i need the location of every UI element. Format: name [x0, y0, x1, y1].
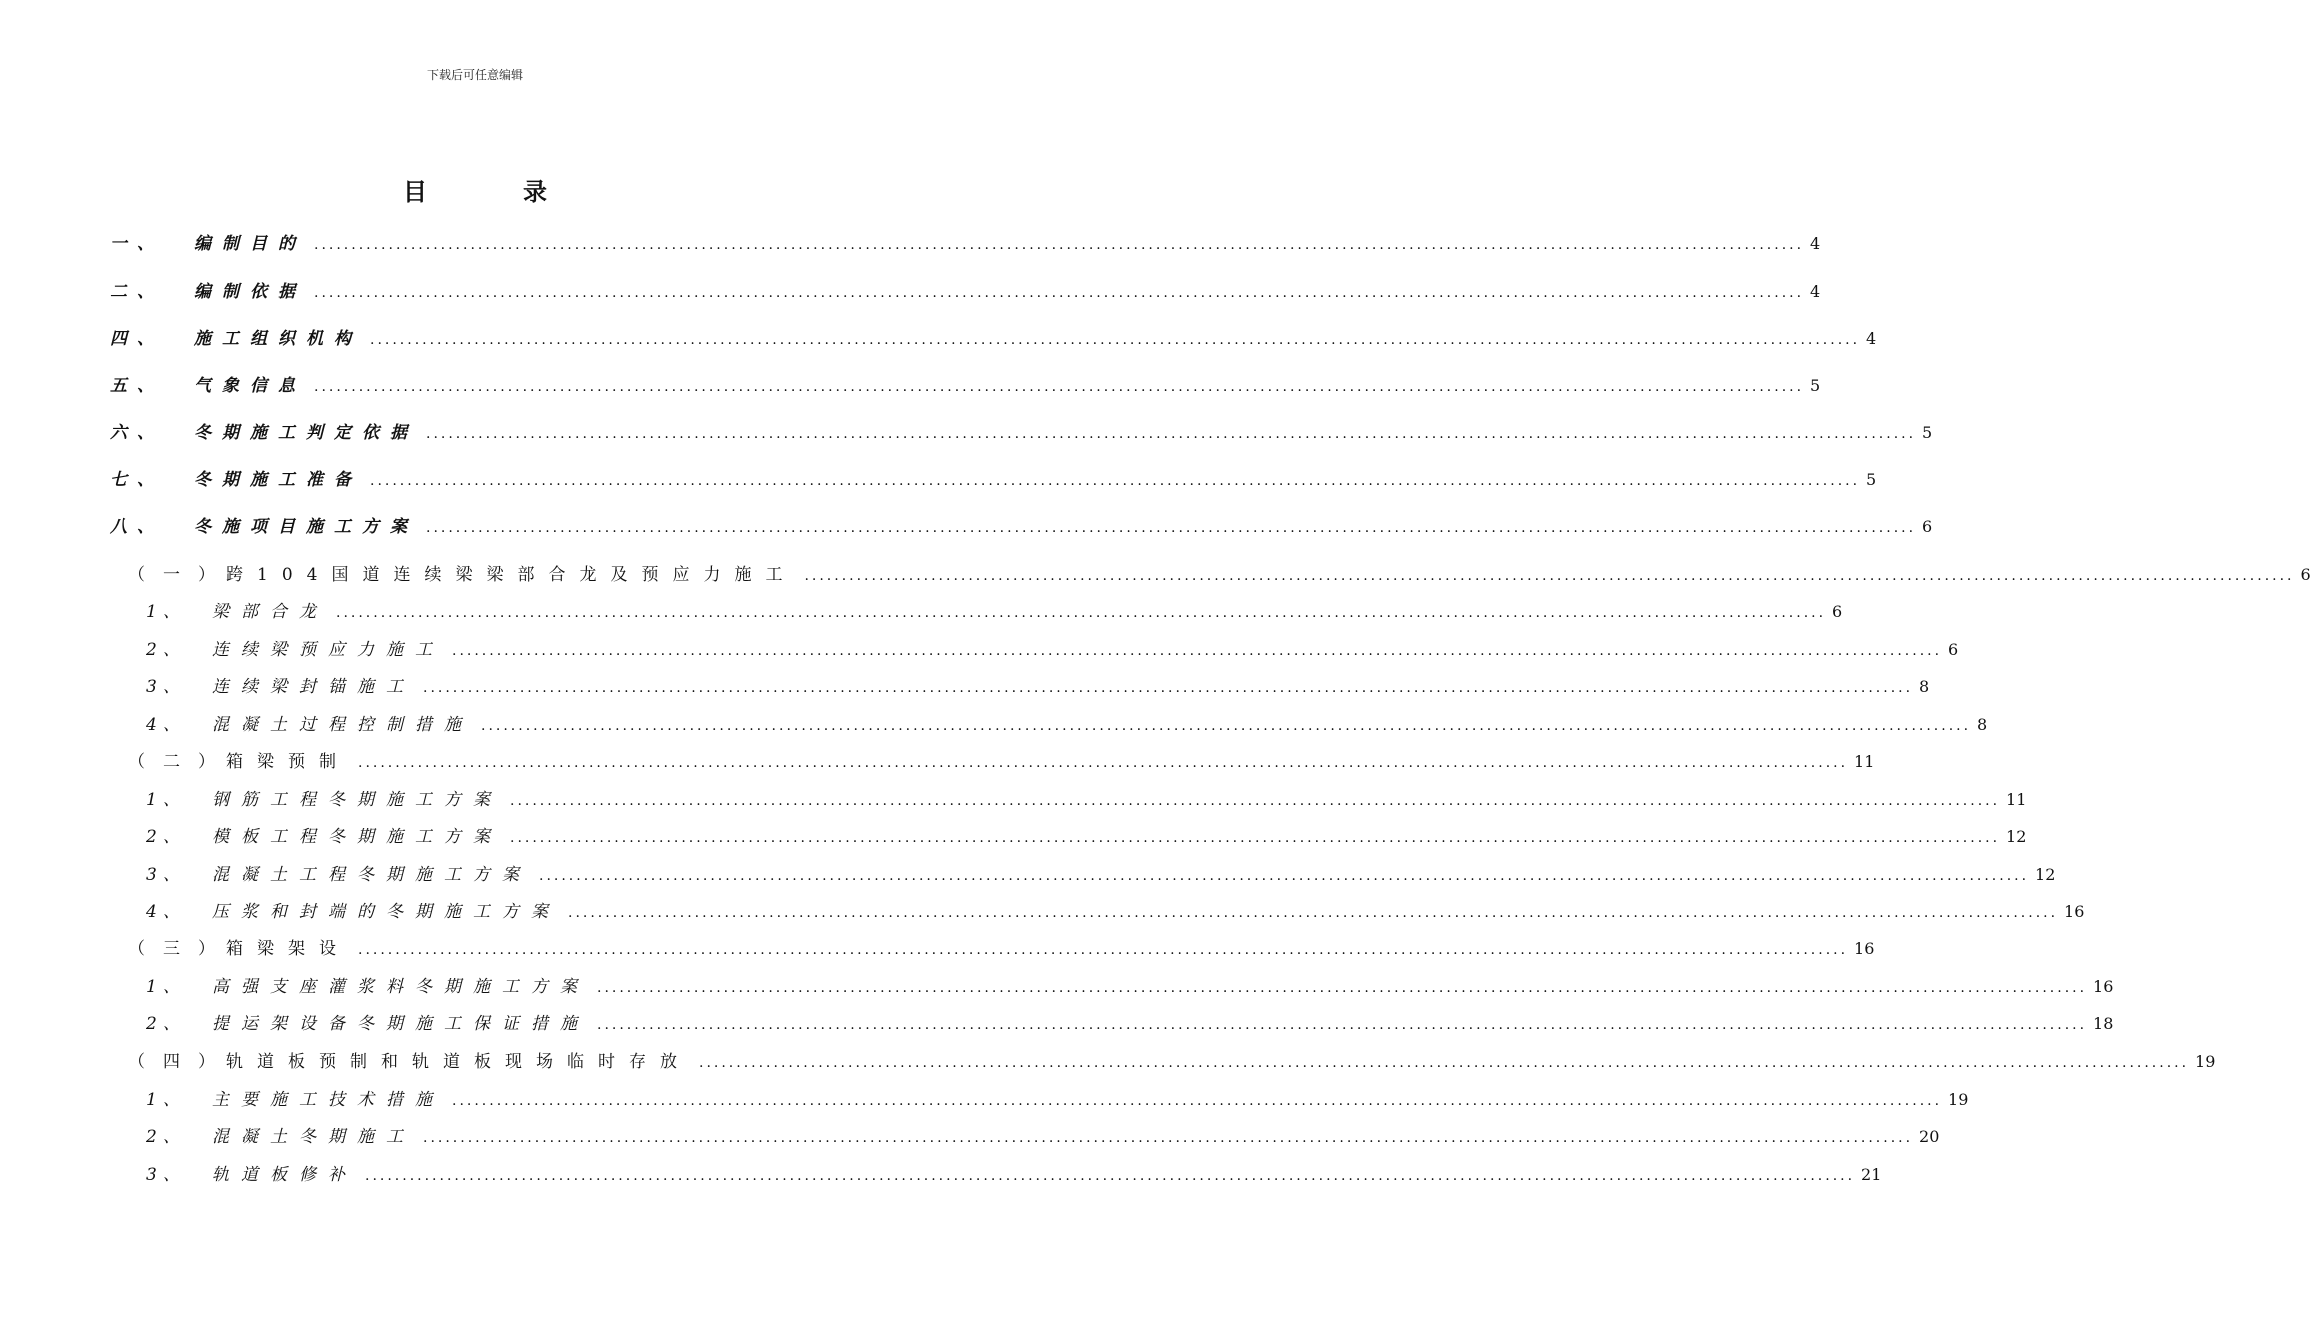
- toc-entry[interactable]: [110, 277, 1821, 303]
- toc-entry-label: 连续梁封锚施工: [212, 677, 415, 697]
- toc-entry-leader: ........................................................................................................................................................................................................: [336, 605, 1827, 621]
- toc-entry-page: 16: [1854, 939, 1875, 958]
- toc-entry-label: 梁部合龙: [212, 602, 328, 622]
- toc-entry-page: 6: [2300, 565, 2311, 584]
- toc-entry[interactable]: [146, 860, 2056, 886]
- toc-entry-label: 箱梁预制: [226, 752, 350, 772]
- toc-entry-number: 六、: [110, 423, 164, 443]
- toc-entry-page: 12: [2006, 827, 2027, 846]
- toc-entry-label: 跨104国道连续梁梁部合龙及预应力施工: [226, 565, 797, 585]
- toc-entry[interactable]: [128, 560, 2311, 586]
- toc-entry[interactable]: [146, 597, 1843, 623]
- toc-entry[interactable]: [128, 934, 1875, 960]
- toc-entry-number: 七、: [110, 470, 164, 490]
- toc-entry-leader: ........................................................................................................................................................................................................: [314, 237, 1805, 253]
- toc-entry-label: 模板工程冬期施工方案: [212, 827, 502, 847]
- toc-entry-leader: ........................................................................................................................................................................................................: [370, 473, 1861, 489]
- toc-entry-leader: ........................................................................................................................................................................................................: [804, 568, 2295, 584]
- toc-entry-label: 混凝土工程冬期施工方案: [212, 865, 531, 885]
- toc-entry-number: 2、: [146, 827, 186, 847]
- toc-entry-leader: ........................................................................................................................................................................................................: [481, 718, 1972, 734]
- toc-entry[interactable]: [110, 465, 1877, 491]
- toc-entry-leader: ........................................................................................................................................................................................................: [597, 980, 2088, 996]
- toc-entry-page: 21: [1861, 1165, 1882, 1184]
- toc-entry-label: 连续梁预应力施工: [212, 640, 444, 660]
- toc-entry-leader: ........................................................................................................................................................................................................: [426, 520, 1917, 536]
- toc-entry-leader: ........................................................................................................................................................................................................: [452, 643, 1943, 659]
- toc-entry[interactable]: [110, 324, 1877, 350]
- toc-entry-label: 轨道板预制和轨道板现场临时存放: [226, 1052, 691, 1072]
- toc-entry-label: 冬施项目施工方案: [194, 517, 418, 537]
- toc-entry-leader: ........................................................................................................................................................................................................: [314, 379, 1805, 395]
- toc-entry-number: （二）: [128, 752, 233, 772]
- toc-entry-page: 20: [1919, 1127, 1940, 1146]
- toc-entry-page: 4: [1866, 329, 1877, 348]
- toc-entry-page: 11: [2006, 790, 2027, 809]
- toc-entry-label: 编制目的: [194, 234, 306, 254]
- toc-entry-number: 二、: [110, 282, 164, 302]
- toc-entry[interactable]: [146, 1122, 1940, 1148]
- toc-entry-label: 冬期施工判定依据: [194, 423, 418, 443]
- toc-entry-page: 5: [1922, 423, 1933, 442]
- toc-entry[interactable]: [146, 1085, 1969, 1111]
- toc-entry-leader: ........................................................................................................................................................................................................: [314, 285, 1805, 301]
- toc-entry[interactable]: [146, 635, 1959, 661]
- toc-entry-page: 5: [1866, 470, 1877, 489]
- toc-entry-leader: ........................................................................................................................................................................................................: [597, 1017, 2088, 1033]
- toc-entry-page: 8: [1919, 677, 1930, 696]
- toc-entry-leader: ........................................................................................................................................................................................................: [358, 942, 1849, 958]
- toc-entry-label: 高强支座灌浆料冬期施工方案: [212, 977, 589, 997]
- toc-entry-label: 混凝土过程控制措施: [212, 715, 473, 735]
- toc-entry-number: 1、: [146, 977, 186, 997]
- toc-entry-number: 五、: [110, 376, 164, 396]
- header-note: 下载后可任意编辑: [426, 68, 523, 82]
- toc-entry-page: 6: [1948, 640, 1959, 659]
- toc-entry-page: 19: [1948, 1090, 1969, 1109]
- toc-entry-page: 4: [1810, 234, 1821, 253]
- toc-entry-page: 19: [2195, 1052, 2216, 1071]
- toc-entry[interactable]: [146, 822, 2027, 848]
- toc-entry[interactable]: [110, 371, 1821, 397]
- toc-entry-leader: ........................................................................................................................................................................................................: [423, 680, 1914, 696]
- toc-entry-number: 3、: [146, 1165, 186, 1185]
- toc-entry-page: 16: [2064, 902, 2085, 921]
- toc-entry-page: 12: [2035, 865, 2056, 884]
- toc-entry-number: 1、: [146, 602, 186, 622]
- toc-entry-number: 八、: [110, 517, 164, 537]
- toc-entry-label: 气象信息: [194, 376, 306, 396]
- toc-entry-number: 4、: [146, 715, 186, 735]
- toc-entry-page: 4: [1810, 282, 1821, 301]
- toc-entry[interactable]: [110, 418, 1933, 444]
- toc-entry-leader: ........................................................................................................................................................................................................: [568, 905, 2059, 921]
- toc-entry-leader: ........................................................................................................................................................................................................: [539, 868, 2030, 884]
- toc-entry-number: 四、: [110, 329, 164, 349]
- toc-entry[interactable]: [146, 1009, 2114, 1035]
- toc-entry-number: 2、: [146, 1127, 186, 1147]
- toc-entry-number: 1、: [146, 790, 186, 810]
- toc-entry-page: 16: [2093, 977, 2114, 996]
- toc-entry-number: （三）: [128, 939, 233, 959]
- toc-entry-leader: ........................................................................................................................................................................................................: [510, 793, 2001, 809]
- toc-entry-number: 2、: [146, 640, 186, 660]
- toc-entry-number: （一）: [128, 565, 233, 585]
- toc-entry-page: 6: [1922, 517, 1933, 536]
- toc-entry-page: 5: [1810, 376, 1821, 395]
- toc-entry[interactable]: [146, 785, 2027, 811]
- toc-entry-label: 编制依据: [194, 282, 306, 302]
- toc-entry-leader: ........................................................................................................................................................................................................: [365, 1168, 1856, 1184]
- toc-entry[interactable]: [128, 747, 1875, 773]
- toc-entry-number: 4、: [146, 902, 186, 922]
- title-left-char: 目: [403, 177, 427, 206]
- toc-entry-leader: ........................................................................................................................................................................................................: [423, 1130, 1914, 1146]
- toc-entry-number: 1、: [146, 1090, 186, 1110]
- toc-entry-label: 混凝土冬期施工: [212, 1127, 415, 1147]
- toc-entry[interactable]: [146, 710, 1988, 736]
- toc-entry[interactable]: [110, 229, 1821, 255]
- toc-entry-label: 提运架设备冬期施工保证措施: [212, 1014, 589, 1034]
- toc-entry[interactable]: [128, 1047, 2216, 1073]
- toc-entry-leader: ........................................................................................................................................................................................................: [426, 426, 1917, 442]
- toc-entry-page: 18: [2093, 1014, 2114, 1033]
- toc-entry-number: 一、: [110, 234, 164, 254]
- toc-entry-label: 箱梁架设: [226, 939, 350, 959]
- toc-entry-leader: ........................................................................................................................................................................................................: [452, 1093, 1943, 1109]
- toc-entry-leader: ........................................................................................................................................................................................................: [358, 755, 1849, 771]
- toc-entry[interactable]: [146, 1160, 1882, 1186]
- toc-entry-label: 施工组织机构: [194, 329, 362, 349]
- toc-entry[interactable]: [146, 972, 2114, 998]
- toc-entry[interactable]: [110, 512, 1933, 538]
- toc-entry-number: （四）: [128, 1052, 233, 1072]
- toc-entry[interactable]: [146, 897, 2085, 923]
- toc-entry-label: 压浆和封端的冬期施工方案: [212, 902, 560, 922]
- toc-entry-label: 轨道板修补: [212, 1165, 357, 1185]
- toc-entry-leader: ........................................................................................................................................................................................................: [370, 332, 1861, 348]
- toc-entry-label: 冬期施工准备: [194, 470, 362, 490]
- toc-entry-label: 钢筋工程冬期施工方案: [212, 790, 502, 810]
- toc-entry-page: 6: [1832, 602, 1843, 621]
- toc-entry-page: 8: [1977, 715, 1988, 734]
- toc-entry-label: 主要施工技术措施: [212, 1090, 444, 1110]
- toc-entry-leader: ........................................................................................................................................................................................................: [699, 1055, 2190, 1071]
- toc-entry-number: 3、: [146, 677, 186, 697]
- toc-entry[interactable]: [146, 672, 1930, 698]
- toc-entry-number: 2、: [146, 1014, 186, 1034]
- title-right-char: 录: [523, 177, 547, 206]
- toc-entry-number: 3、: [146, 865, 186, 885]
- toc-entry-page: 11: [1854, 752, 1875, 771]
- toc-entry-leader: ........................................................................................................................................................................................................: [510, 830, 2001, 846]
